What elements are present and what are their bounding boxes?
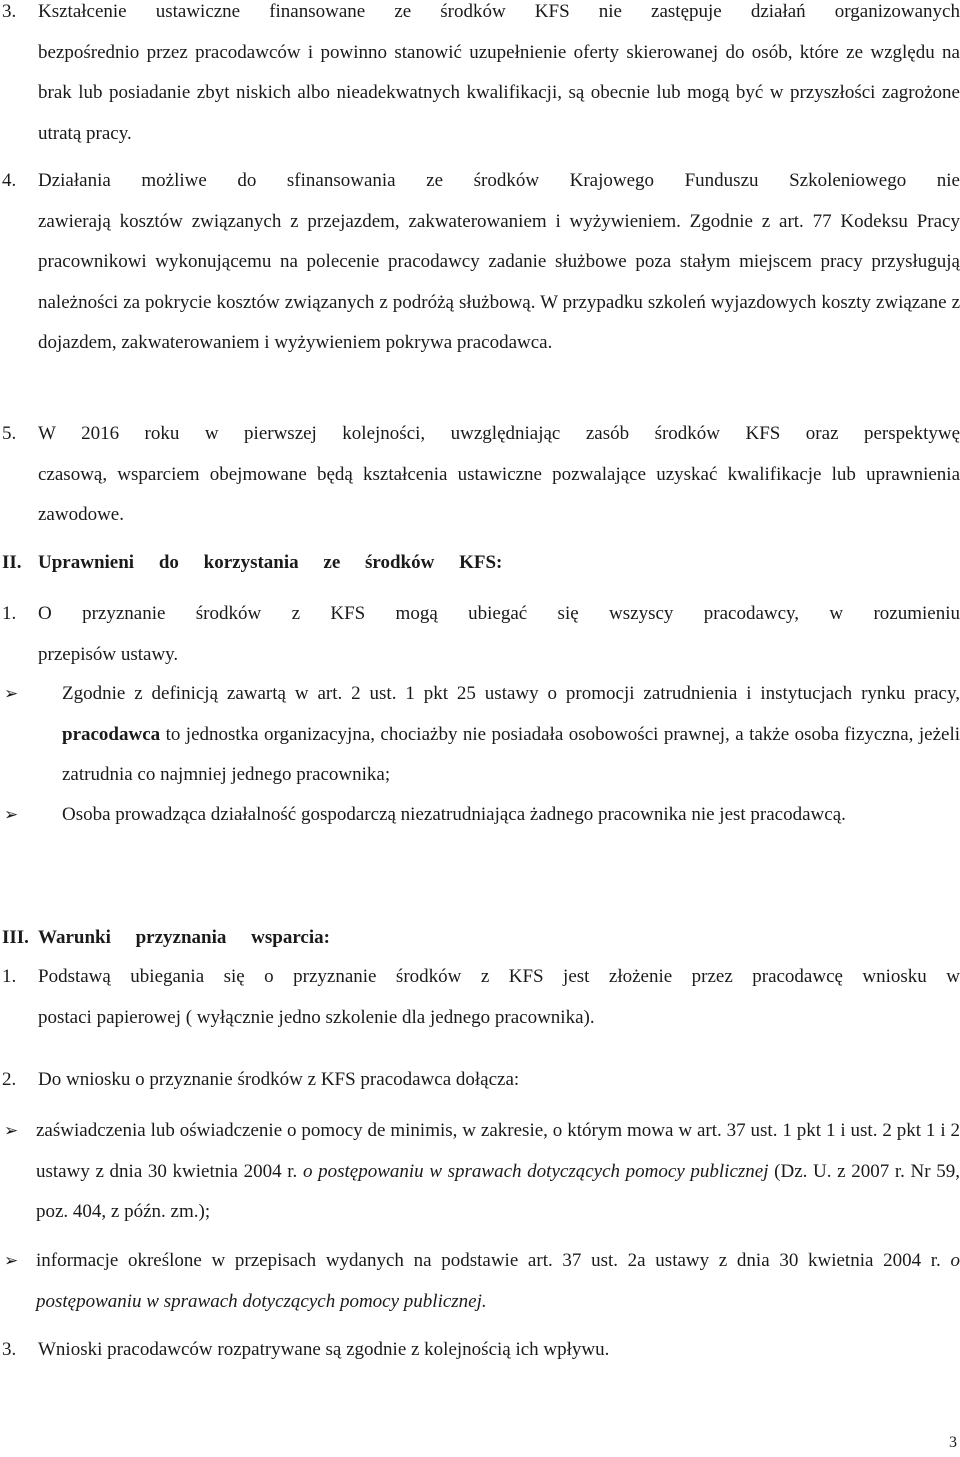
item-text: Wnioski pracodawców rozpatrywane są zgodnie z kolejnością ich wpływu. bbox=[38, 1339, 610, 1360]
paragraph-4 bbox=[0, 161, 960, 364]
item-first-line: O przyznanie środków z KFS mogą ubiegać się wszyscy pracodawcy, w rozumieniu bbox=[38, 603, 960, 624]
paragraph-number: 3. bbox=[2, 1, 17, 22]
italic-act-title: o postępowaniu w sprawach dotyczących pomocy publicznej bbox=[302, 1160, 769, 1182]
paragraph-continuation: czasową, wsparciem obejmowane będą kształcenia ustawiczne pozwalające uzyskać kwalifikacje lub uprawnienia zawodowe. bbox=[38, 463, 960, 525]
italic-act-title: o postępowaniu w sprawach dotyczących pomocy publicznej. bbox=[36, 1250, 960, 1312]
section-number: III. bbox=[2, 927, 29, 948]
arrow-bullet-icon: ➢ bbox=[4, 1251, 19, 1271]
section-2-bullet-2 bbox=[0, 795, 960, 836]
paragraph-first-line: Kształcenie ustawiczne finansowane ze środków KFS nie zastępuje działań organizowanych bbox=[38, 1, 960, 22]
section-3-item-3 bbox=[0, 1330, 960, 1371]
paragraph-continuation: zawierają kosztów związanych z przejazdem, zakwaterowaniem i wyżywieniem. Zgodnie z art. 77 Kodeksu Pracy pracownikowi wykonującemu na polecenie pracodawcy zadanie służbowe poza stałym miejscem pracy przysługują należności za pokrycie kosztów związanych z podróżą służbową. W przypadku szkoleń wyjazdowych koszty związane z dojazdem, zakwaterowaniem i wyżywieniem pokrywa pracodawca. bbox=[38, 210, 960, 353]
item-continuation: postaci papierowej ( wyłącznie jedno szkolenie dla jednego pracownika). bbox=[38, 1006, 595, 1028]
item-continuation: przepisów ustawy. bbox=[38, 643, 179, 665]
section-3-item-2 bbox=[0, 1060, 960, 1101]
bullet-text bbox=[36, 1241, 960, 1322]
section-3-bullet-1 bbox=[0, 1111, 960, 1233]
page-number: 3 bbox=[949, 1434, 957, 1451]
item-number: 1. bbox=[2, 603, 17, 624]
section-2-item-1 bbox=[0, 594, 960, 675]
bullet-text bbox=[36, 1111, 960, 1233]
section-2-heading bbox=[0, 543, 960, 584]
section-3-item-1 bbox=[0, 957, 960, 1038]
bullet-text-before: Zgodnie z definicją zawartą w art. 2 ust. 1 pkt 25 ustawy o promocji zatrudnienia i instytucjach rynku pracy, bbox=[62, 683, 960, 704]
paragraph-number: 5. bbox=[2, 423, 17, 444]
section-3-heading bbox=[0, 918, 960, 959]
paragraph-first-line: W 2016 roku w pierwszej kolejności, uwzględniając zasób środków KFS oraz perspektywę bbox=[38, 423, 960, 444]
section-title: Uprawnieni do korzystania ze środków KFS: bbox=[38, 552, 503, 573]
item-text: Do wniosku o przyznanie środków z KFS pracodawca dołącza: bbox=[38, 1069, 520, 1090]
bullet-text bbox=[62, 674, 960, 796]
arrow-bullet-icon: ➢ bbox=[4, 684, 19, 704]
section-number: II. bbox=[2, 552, 22, 573]
item-number: 2. bbox=[2, 1069, 17, 1090]
item-number: 3. bbox=[2, 1339, 17, 1360]
section-title: Warunki przyznania wsparcia: bbox=[38, 927, 330, 948]
bullet-text-after: (Dz. U. z 2007 r. Nr 59, poz. 404, z późn. zm.); bbox=[36, 1160, 960, 1222]
paragraph-3 bbox=[0, 0, 960, 154]
paragraph-continuation: bezpośrednio przez pracodawców i powinno stanowić uzupełnienie oferty skierowanej do osób, które ze względu na brak lub posiadanie zbyt niskich albo nieadekwatnych kwalifikacji, są obecnie lub mogą być w przyszłości zagrożone utratą pracy. bbox=[38, 41, 960, 144]
paragraph-first-line: Działania możliwe do sfinansowania ze środków Krajowego Funduszu Szkoleniowego nie bbox=[38, 170, 960, 191]
bold-term: pracodawca bbox=[62, 723, 161, 745]
item-number: 1. bbox=[2, 966, 17, 987]
item-first-line: Podstawą ubiegania się o przyznanie środków z KFS jest złożenie przez pracodawcę wniosku w bbox=[38, 966, 960, 987]
bullet-text: Osoba prowadząca działalność gospodarczą niezatrudniająca żadnego pracownika nie jest pracodawcą. bbox=[62, 804, 846, 825]
arrow-bullet-icon: ➢ bbox=[4, 805, 19, 825]
bullet-text-before: informacje określone w przepisach wydanych na podstawie art. 37 ust. 2a ustawy z dnia 30 kwietnia 2004 r. bbox=[36, 1250, 941, 1271]
paragraph-number: 4. bbox=[2, 170, 17, 191]
bullet-text-after: to jednostka organizacyjna, chociażby nie posiadała osobowości prawnej, a także osoba fizyczna, jeżeli zatrudnia co najmniej jednego pracownika; bbox=[62, 723, 960, 785]
bullet-text-before: zaświadczenia lub oświadczenie o pomocy de minimis, w zakresie, o którym mowa w art. 37 ust. 1 pkt 1 i ust. 2 pkt 1 i 2 ustawy z dnia 30 kwietnia 2004 r. bbox=[36, 1120, 960, 1182]
section-2-bullet-1 bbox=[0, 674, 960, 796]
paragraph-5 bbox=[0, 414, 960, 536]
section-3-bullet-2 bbox=[0, 1241, 960, 1322]
arrow-bullet-icon: ➢ bbox=[4, 1121, 19, 1141]
